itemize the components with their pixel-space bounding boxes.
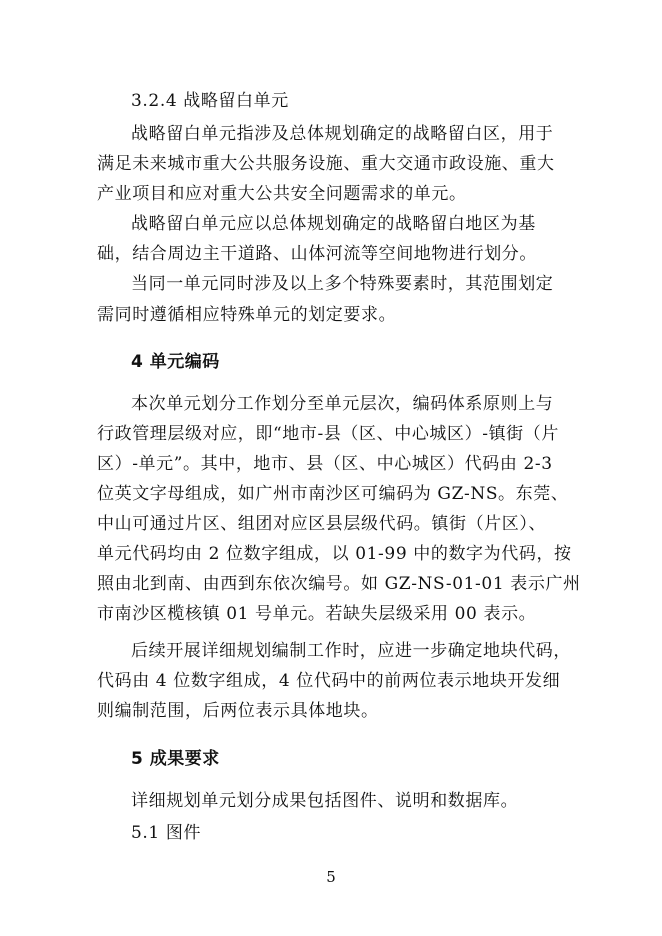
paragraph-line: 中山可通过片区、组团对应区县层级代码。镇街（片区）、 [97, 514, 547, 534]
paragraph-line: 单元代码均由 2 位数字组成，以 01-99 中的数字为代码，按 [97, 544, 572, 564]
section-heading-5-1: 5.1 图件 [131, 823, 202, 843]
paragraph-line: 市南沙区榄核镇 01 号单元。若缺失层级采用 00 表示。 [97, 604, 537, 624]
page-number: 5 [326, 868, 336, 886]
paragraph-line: 本次单元划分工作划分至单元层次，编码体系原则上与 [131, 394, 554, 414]
paragraph-line: 战略留白单元指涉及总体规划确定的战略留白区，用于 [131, 124, 554, 144]
paragraph-line: 区）-单元”。其中，地市、县（区、中心城区）代码由 2-3 [97, 454, 553, 474]
section-heading-5: 5 成果要求 [131, 749, 220, 769]
paragraph-line: 详细规划单元划分成果包括图件、说明和数据库。 [131, 791, 519, 811]
paragraph-line: 行政管理层级对应，即“地市-县（区、中心城区）-镇街（片 [97, 424, 559, 444]
section-heading-3-2-4: 3.2.4 战略留白单元 [131, 91, 289, 111]
paragraph-line: 位英文字母组成，如广州市南沙区可编码为 GZ-NS。东莞、 [97, 484, 569, 504]
paragraph-line: 产业项目和应对重大公共安全问题需求的单元。 [97, 184, 467, 204]
paragraph-line: 后续开展详细规划编制工作时，应进一步确定地块代码， [131, 641, 571, 661]
paragraph-line: 需同时遵循相应特殊单元的划定要求。 [97, 305, 397, 325]
paragraph-line: 战略留白单元应以总体规划确定的战略留白地区为基 [131, 214, 536, 234]
section-heading-4: 4 单元编码 [131, 352, 220, 372]
paragraph-line: 当同一单元同时涉及以上多个特殊要素时，其范围划定 [131, 274, 554, 294]
paragraph-line: 满足未来城市重大公共服务设施、重大交通市政设施、重大 [97, 154, 555, 174]
paragraph-line: 照由北到南、由西到东依次编号。如 GZ-NS-01-01 表示广州 [97, 574, 581, 594]
paragraph-line: 则编制范围，后两位表示具体地块。 [97, 701, 379, 721]
paragraph-line: 础，结合周边主干道路、山体河流等空间地物进行划分。 [97, 244, 537, 264]
paragraph-line: 代码由 4 位数字组成，4 位代码中的前两位表示地块开发细 [97, 671, 561, 691]
